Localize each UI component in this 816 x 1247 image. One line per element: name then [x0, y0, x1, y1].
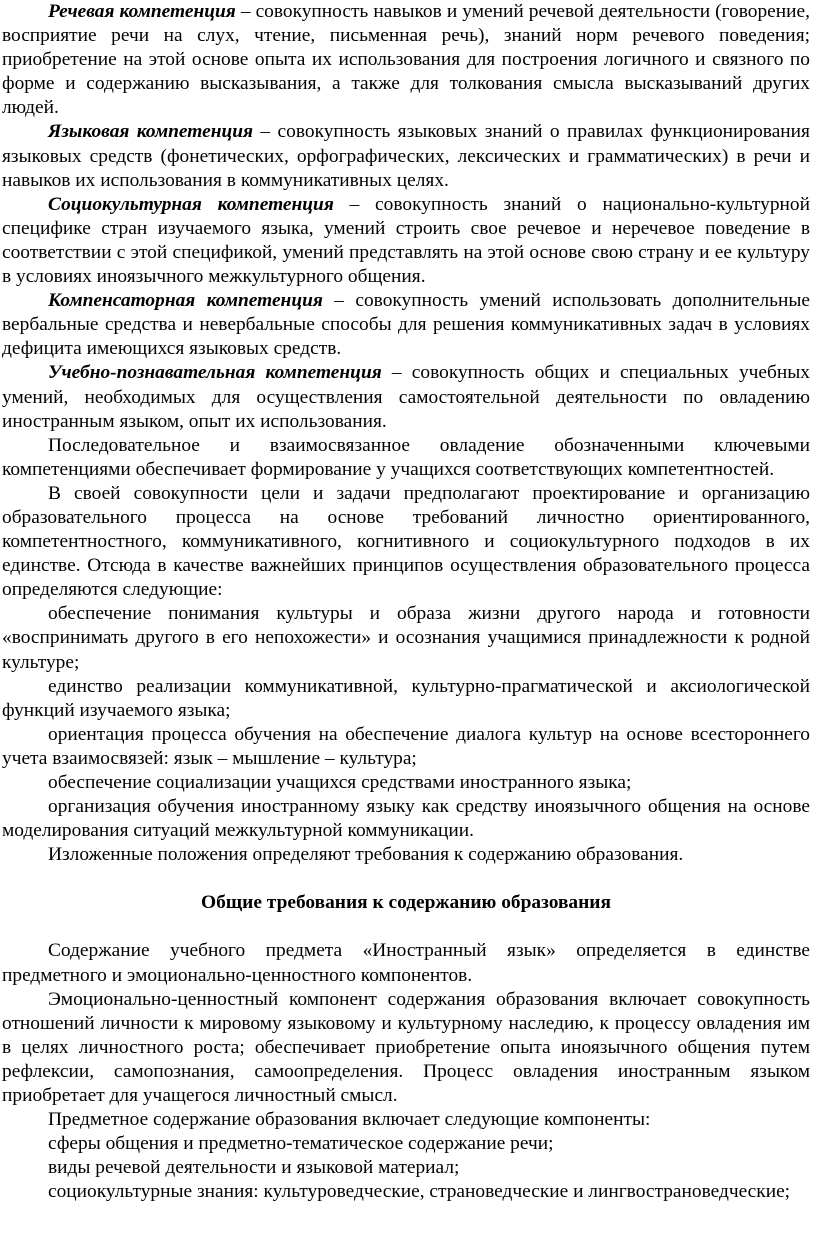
definition-term: Социокультурная компетенция: [48, 193, 334, 215]
principle-item: единство реализации коммуникативной, культурно-прагматической и аксиологической функций изучаемого языка;: [2, 675, 810, 721]
definition-text: – совокупность общих и специальных учебных умений, необходимых для осуществления самостоятельной деятельности по овладению иностранным языком, опыт их использования.: [2, 362, 810, 432]
definition-paragraph: [2, 289, 810, 361]
principle-item: обеспечение понимания культуры и образа жизни другого народа и готовности «воспринимать другого в его непохожести» и осознания учащимися принадлежности к родной культуре;: [2, 603, 810, 673]
principle-item: ориентация процесса обучения на обеспечение диалога культур на основе всестороннего учета взаимосвязей: язык – мышление – культура;: [2, 723, 810, 769]
definition-paragraph: [2, 0, 810, 120]
section-heading: Общие требования к содержанию образования: [201, 892, 611, 914]
body-paragraph: Предметное содержание образования включает следующие компоненты:: [48, 1109, 651, 1131]
principle-item: обеспечение социализации учащихся средствами иностранного языка;: [48, 772, 632, 793]
principle-item: организация обучения иностранному языку как средству иноязычного общения на основе моделирования ситуаций межкультурной коммуникации.: [2, 796, 810, 842]
definition-term: Речевая компетенция: [48, 1, 236, 22]
component-item: виды речевой деятельности и языковой материал;: [48, 1157, 460, 1179]
definition-paragraph: [2, 193, 810, 289]
body-paragraph: Изложенные положения определяют требования к содержанию образования.: [48, 844, 684, 866]
definition-text: – совокупность знаний о национально-культурной специфике стран изучаемого языка, умений строить свое речевое и неречевое поведение в соответствии с этой спецификой, умений представлять на этой основе свою страну и ее культуру в условиях иноязычного межкультурного общения.: [2, 193, 810, 288]
definition-term: Языковая компетенция: [48, 121, 254, 143]
definition-text: – совокупность умений использовать дополнительные вербальные средства и невербальные способы для решения коммуникативных задач в условиях дефицита имеющихся языковых средств.: [2, 290, 810, 360]
body-paragraph: Содержание учебного предмета «Иностранный язык» определяется в единстве предметного и эмоционально-ценностного компонентов.: [2, 940, 810, 986]
definition-text: – совокупность языковых знаний о правилах функционирования языковых средств (фонетических, орфографических, лексических и грамматических) в речи и навыков их использования в коммуникативных целях.: [2, 121, 810, 191]
body-paragraph: Эмоционально-ценностный компонент содержания образования включает совокупность отношений личности к мировому языковому и культурному наследию, к процессу овладения им в целях личностного роста; обеспечивает приобретение опыта иноязычного общения путем рефлексии, самопознания, самоопределения. Процесс овладения иностранным языком приобретает для учащегося личностный смысл.: [2, 988, 810, 1107]
body-paragraph: Последовательное и взаимосвязанное овладение обозначенными ключевыми компетенциями обеспечивает формирование у учащихся соответствующих компетентностей.: [2, 434, 810, 480]
component-item: социокультурные знания: культуроведческие, страноведческие и лингвострановедческие;: [48, 1181, 791, 1203]
definition-term: Учебно-познавательная компетенция: [48, 362, 382, 384]
definition-paragraph: [2, 361, 810, 433]
component-item: сферы общения и предметно-тематическое содержание речи;: [48, 1133, 554, 1155]
body-paragraph: В своей совокупности цели и задачи предполагают проектирование и организацию образовательного процесса на основе требований личностно ориентированного, компетентностного, коммуникативного, когнитивного и социокультурного подходов в их единстве. Отсюда в качестве важнейших принципов осуществления образовательного процесса определяются следующие:: [2, 482, 810, 601]
definition-text: – совокупность навыков и умений речевой деятельности (говорение, восприятие речи на слух, чтение, письменная речь), знаний норм речевого поведения; приобретение на этой основе опыта их использования для построения логичного и связного по форме и содержанию высказывания, а также для толкования смысла высказываний других людей.: [2, 1, 810, 119]
definition-paragraph: [2, 120, 810, 192]
definition-term: Компенсаторная компетенция: [48, 290, 323, 312]
